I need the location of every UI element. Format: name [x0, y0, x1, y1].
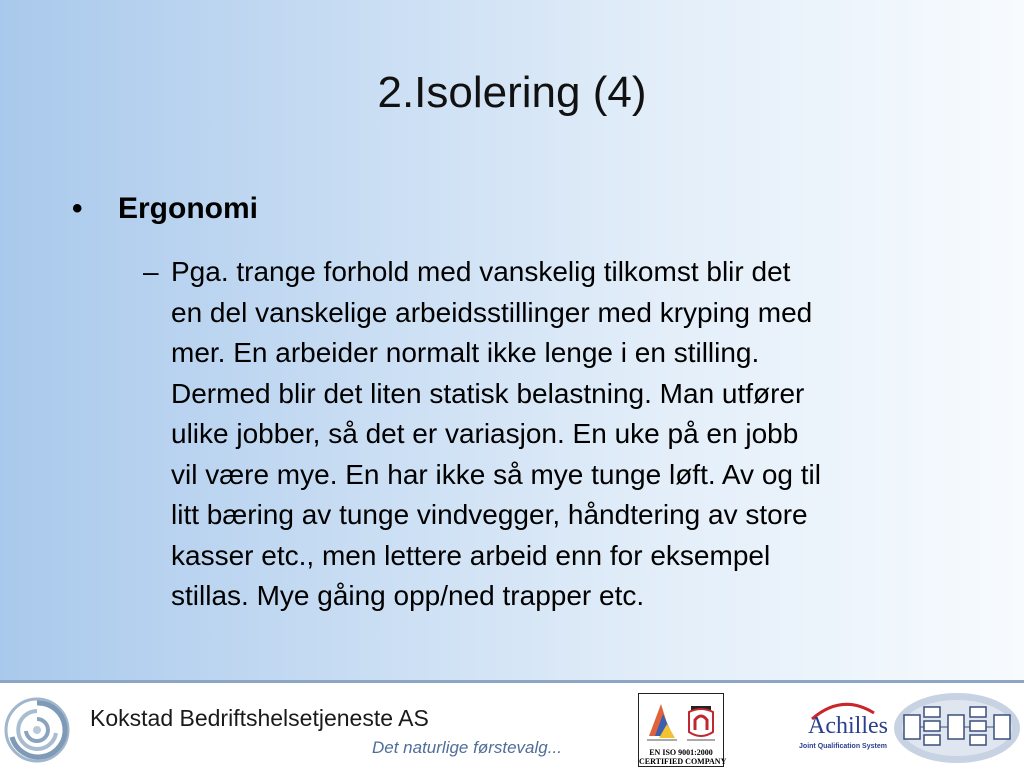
company-tagline: Det naturlige førstevalg...: [372, 738, 562, 757]
bullet-marker: •: [72, 192, 83, 225]
text-line: litt bæring av tunge vindvegger, håndtering av store: [171, 499, 808, 530]
text-line: vil være mye. En har ikke så mye tunge løft. Av og til: [171, 458, 821, 490]
slide-title: 2.Isolering (4): [377, 68, 647, 117]
bullet-heading: Ergonomi: [118, 192, 258, 225]
footer: [0, 683, 1024, 768]
text-line: mer. En arbeider normalt ikke lenge i en stilling.: [171, 337, 760, 368]
process-diagram-icon: [892, 691, 1022, 765]
company-name: Kokstad Bedriftshelsetjeneste AS: [90, 705, 429, 731]
iso-sublabel: CERTIFIED COMPANY: [639, 757, 727, 766]
certification-emblem-icon: [641, 696, 721, 748]
text-line: kasser etc., men lettere arbeid enn for eksempel: [171, 539, 771, 571]
sub-bullet-marker: –: [143, 256, 159, 287]
swirl-logo-icon: [4, 697, 70, 763]
achilles-name: Achilles: [808, 713, 888, 739]
text-line: ulike jobber, så det er variasjon. En uke på en jobb: [171, 418, 799, 449]
text-line: Pga. trange forhold med vanskelig tilkomst blir det: [171, 256, 791, 287]
achilles-logo-icon: [798, 697, 888, 763]
iso-certification-seal-icon: [638, 693, 727, 767]
text-line: en del vanskelige arbeidsstillinger med kryping med: [171, 296, 813, 328]
sub-bullet-text: [171, 252, 821, 617]
text-line: stillas. Mye gåing opp/ned trapper etc.: [171, 580, 645, 611]
text-line: Dermed blir det liten statisk belastning. Man utfører: [171, 377, 805, 409]
iso-label: EN ISO 9001:2000: [649, 748, 713, 757]
achilles-subtitle: Joint Qualification System: [799, 743, 887, 750]
